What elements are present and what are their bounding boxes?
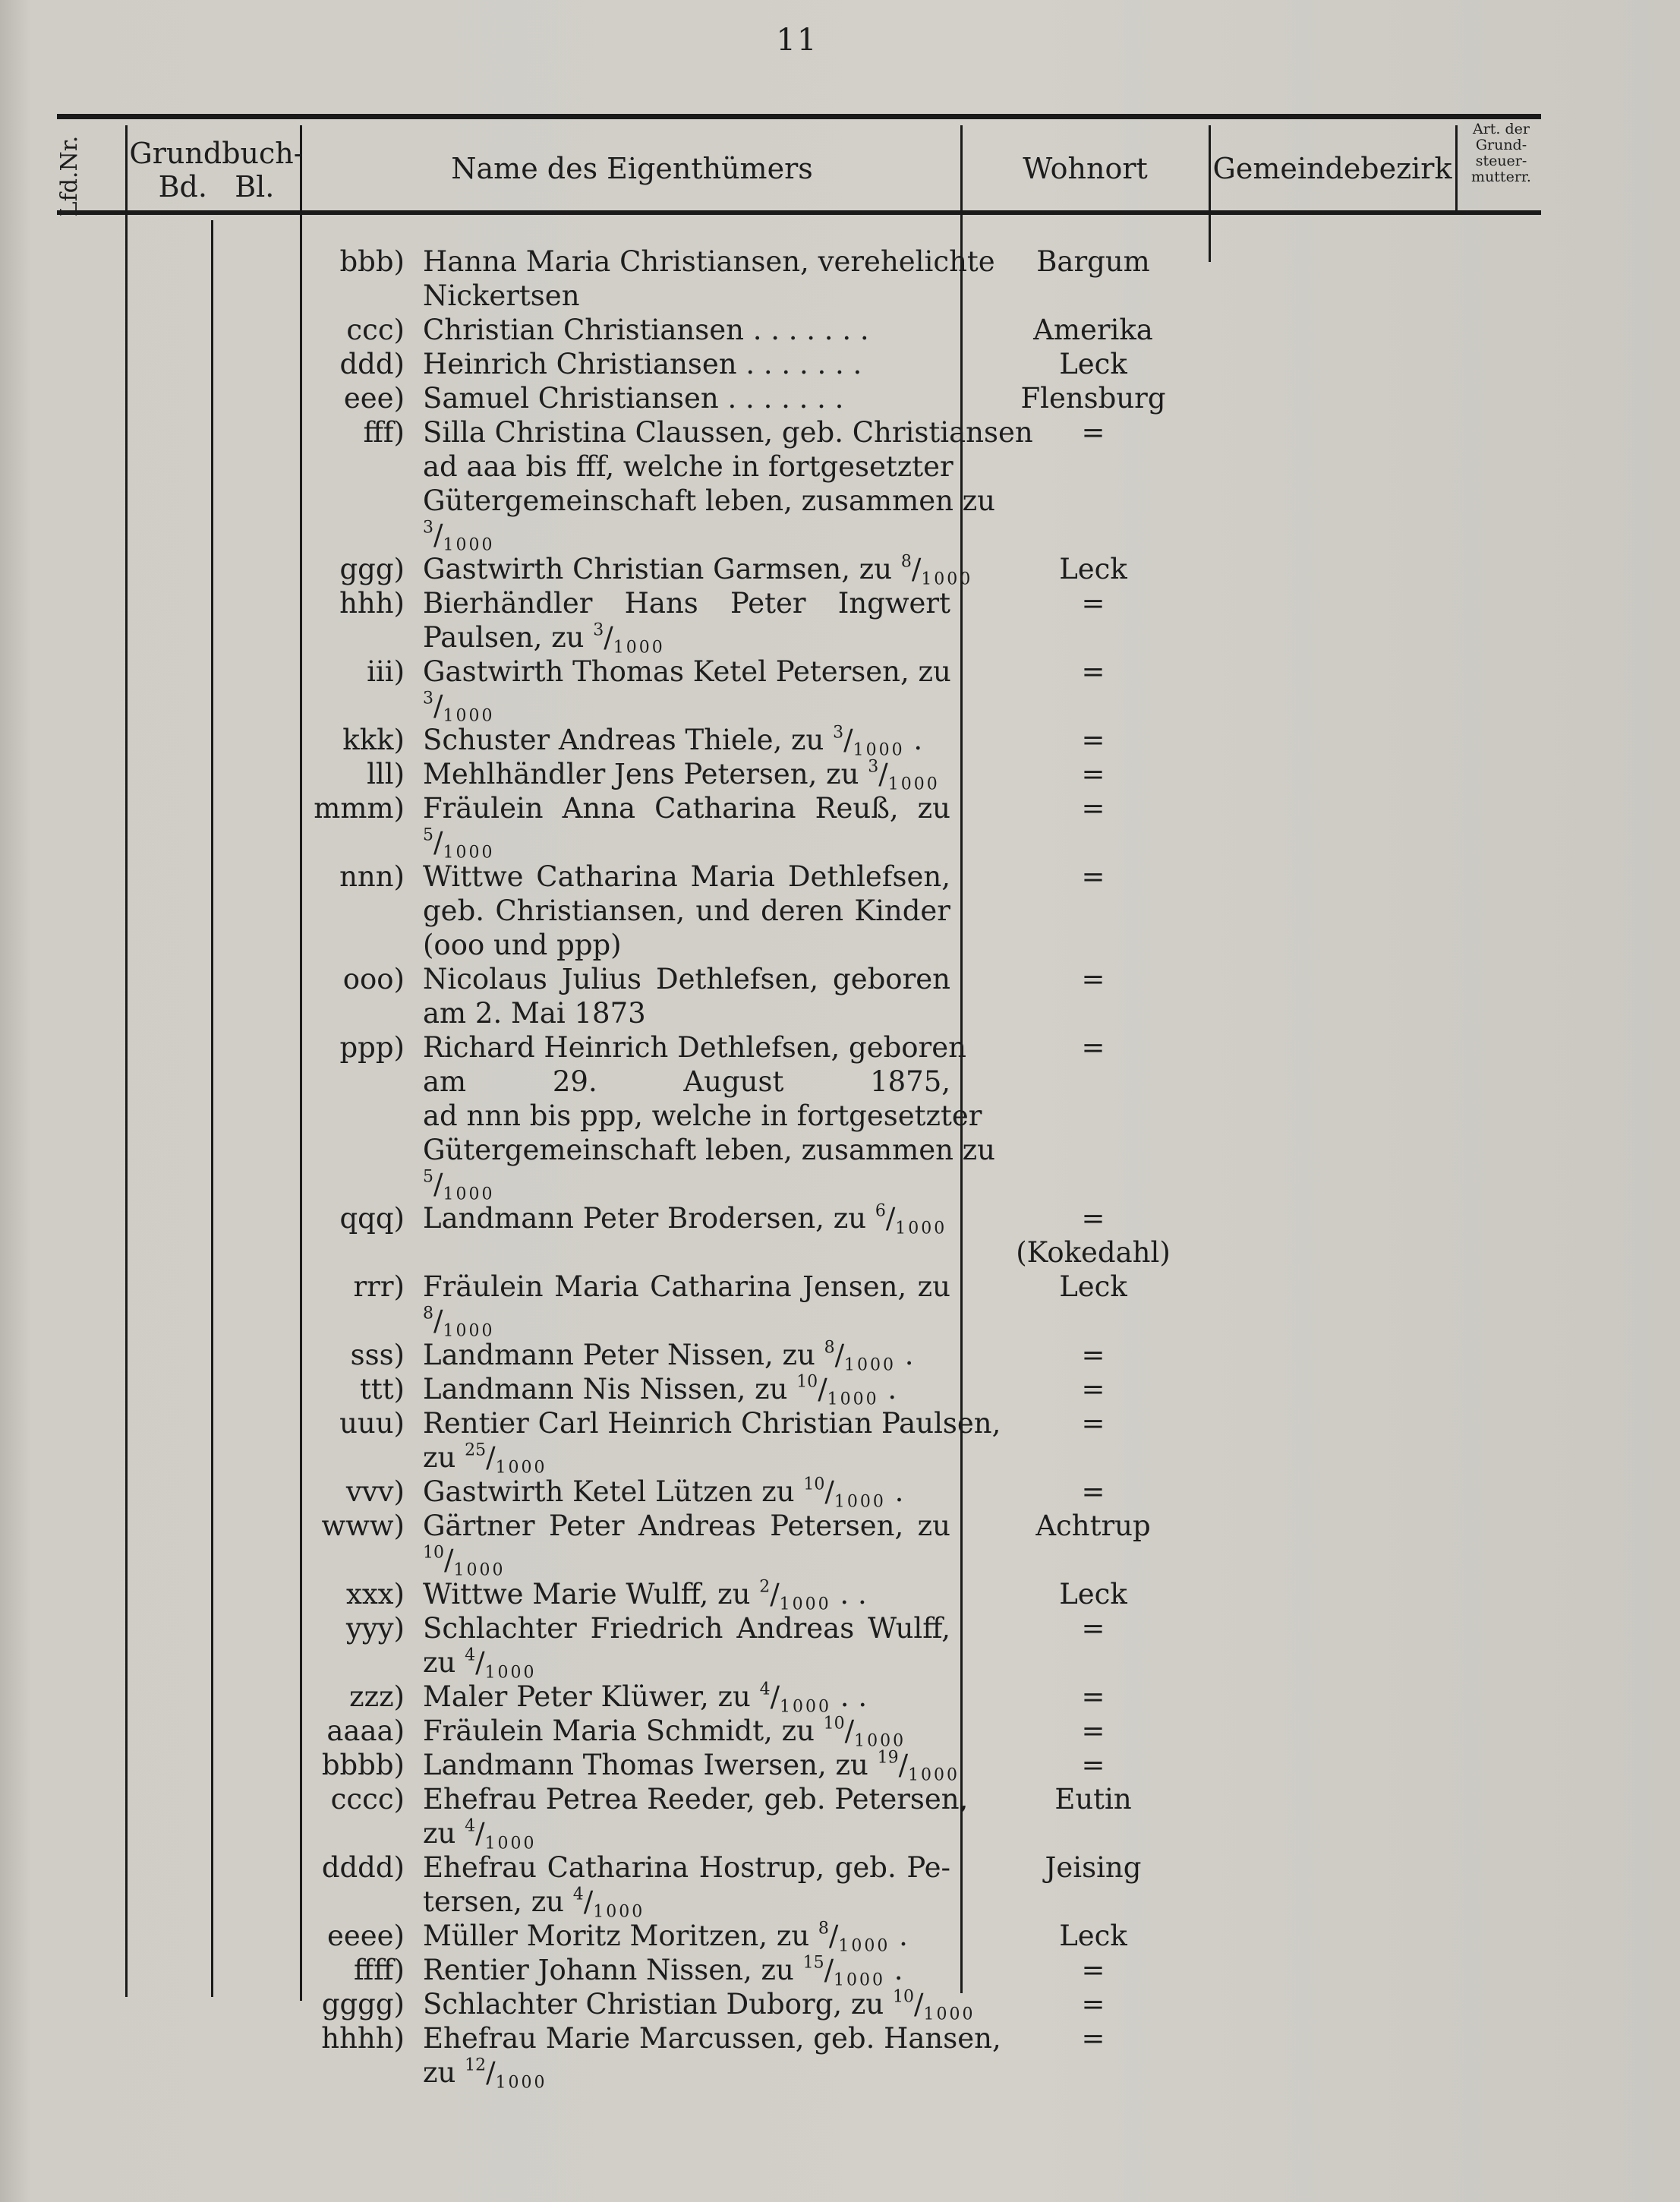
entry-name-line: Gärtner Peter Andreas Petersen, zu — [423, 1510, 950, 1542]
entry-label: nnn) — [339, 860, 405, 893]
entry-name-line: zu $^4/_{1000}$ — [423, 1645, 537, 1683]
entry-wohnort: = — [1081, 724, 1105, 756]
entry-wohnort: = — [1081, 1749, 1105, 1781]
share-fraction: $^3/_{1000}$ — [593, 620, 665, 658]
entry-share-line — [423, 1167, 950, 1204]
entry-label: aaaa) — [326, 1715, 405, 1747]
entry-name — [423, 1714, 950, 1751]
entry-label: lll) — [367, 758, 405, 790]
entry-wohnort-extra: (Kokedahl) — [1016, 1236, 1171, 1269]
entry-label: ffff) — [353, 1954, 405, 1986]
entry-label: zzz) — [349, 1680, 405, 1713]
share-fraction: $^{10}/_{1000}$ . — [796, 1372, 897, 1409]
share-fraction: $^5/_{1000}$ — [423, 825, 495, 863]
entry-name — [423, 244, 995, 313]
entry-name — [423, 1509, 950, 1580]
share-fraction: $^{12}/_{1000}$ — [465, 2055, 547, 2093]
entry-wohnort: = — [1081, 792, 1105, 825]
entry-wohnort: = — [1081, 1339, 1105, 1371]
entry-name-line: zu $^4/_{1000}$ — [423, 1816, 537, 1853]
entry-name — [423, 1372, 950, 1409]
entry-wohnort: Bargum — [1036, 245, 1150, 278]
share-fraction: $^2/_{1000}$ . . — [759, 1577, 867, 1614]
entry-name-line: tersen, zu $^4/_{1000}$ — [423, 1885, 645, 1922]
entry-name-line: Christian Christiansen . . . . . . . — [423, 314, 869, 346]
entry-wohnort: = — [1081, 758, 1105, 790]
share-fraction: $^8/_{1000}$ — [900, 552, 973, 589]
entry-name — [423, 655, 951, 726]
header-lfd-nr: Lfd.Nr. — [56, 135, 83, 217]
entry-name-line: Nickertsen — [423, 279, 580, 312]
share-fraction: $^6/_{1000}$ — [875, 1201, 947, 1238]
entry-name — [423, 962, 950, 1030]
entry-name-line: Gütergemeinschaft leben, zusammen zu — [423, 484, 996, 517]
entry-name-line: am 29. August 1875, — [423, 1065, 950, 1098]
entry-name — [423, 415, 1033, 555]
entry-name — [423, 1850, 950, 1922]
col-divider-bd — [211, 220, 213, 1997]
entry-name-line: Fräulein Maria Schmidt, zu $^{10}/_{1000}$ — [423, 1714, 906, 1751]
entry-name-line: Mehlhändler Jens Petersen, zu $^3/_{1000}$ — [423, 757, 940, 794]
page-number: 11 — [776, 23, 818, 58]
entry-wohnort: = — [1081, 1715, 1105, 1747]
col-divider-lfd — [125, 125, 128, 1997]
share-fraction: $^{10}/_{1000}$ . — [803, 1475, 904, 1512]
entry-wohnort: Leck — [1059, 1920, 1127, 1952]
entry-wohnort: Leck — [1059, 1270, 1127, 1303]
entry-name — [423, 1987, 976, 2024]
share-fraction: $^{25}/_{1000}$ — [465, 1440, 547, 1478]
entry-name-line: Gastwirth Ketel Lützen zu $^{10}/_{1000}$ . — [423, 1475, 904, 1512]
entry-label: hhhh) — [321, 2022, 405, 2055]
entry-wohnort: Leck — [1059, 553, 1127, 585]
entry-name-line: Müller Moritz Moritzen, zu $^8/_{1000}$ . — [423, 1919, 908, 1956]
share-fraction: $^3/_{1000}$ . — [833, 723, 923, 760]
entry-name — [423, 757, 950, 794]
entry-name — [423, 2021, 1001, 2093]
entry-name-line: ad nnn bis ppp, welche in fortgesetzter — [423, 1099, 982, 1132]
entry-name-line: Gastwirth Thomas Ketel Petersen, zu — [423, 655, 951, 688]
entry-name — [423, 1030, 996, 1204]
entry-label: yyy) — [345, 1612, 405, 1645]
entry-label: ddd) — [339, 348, 405, 380]
share-fraction: $^4/_{1000}$ — [465, 1816, 537, 1853]
share-fraction: $^5/_{1000}$ — [423, 1167, 495, 1204]
entry-name — [423, 552, 973, 589]
entry-wohnort: = — [1081, 1407, 1105, 1440]
entry-name-line: Schuster Andreas Thiele, zu $^3/_{1000}$ . — [423, 723, 923, 760]
entry-label: xxx) — [345, 1578, 405, 1610]
entry-name-line: am 2. Mai 1873 — [423, 997, 646, 1030]
entry-label: uuu) — [339, 1407, 405, 1440]
share-fraction: $^{19}/_{1000}$ — [877, 1748, 960, 1785]
share-fraction: $^8/_{1000}$ . — [824, 1338, 914, 1375]
entry-label: mmm) — [314, 792, 405, 825]
share-fraction: $^8/_{1000}$ . — [818, 1919, 908, 1956]
entry-name-line: Silla Christina Claussen, geb. Christiansen — [423, 416, 1033, 449]
entry-name — [423, 791, 950, 863]
entry-name-line: Paulsen, zu $^3/_{1000}$ — [423, 620, 665, 658]
share-fraction: $^3/_{1000}$ — [423, 689, 495, 726]
entry-name — [423, 1919, 950, 1956]
entry-wohnort: Leck — [1059, 348, 1127, 380]
entry-name-line: Gastwirth Christian Garmsen, zu $^8/_{1000}$ — [423, 552, 973, 589]
header-gemeindebezirk: Gemeindebezirk — [1212, 152, 1452, 185]
header-wohnort: Wohnort — [1023, 152, 1148, 185]
share-fraction: $^3/_{1000}$ — [423, 518, 495, 555]
header-bottom-rule — [57, 210, 1541, 215]
entry-name-line: Landmann Nis Nissen, zu $^{10}/_{1000}$ . — [423, 1372, 897, 1409]
entry-wohnort: Achtrup — [1035, 1510, 1151, 1542]
entry-name-line: Maler Peter Klüwer, zu $^4/_{1000}$ . . — [423, 1680, 868, 1717]
entry-label: vvv) — [345, 1475, 405, 1508]
entry-name — [423, 1475, 950, 1512]
entry-wohnort: Amerika — [1033, 314, 1153, 346]
entry-share-line — [423, 1304, 950, 1341]
entry-name-line: Ehefrau Marie Marcussen, geb. Hansen, — [423, 2022, 1001, 2055]
share-fraction: $^{10}/_{1000}$ — [423, 1543, 506, 1580]
header-grundbuch: Grundbuch- Bd. Bl. — [129, 137, 304, 203]
entry-name — [423, 723, 950, 760]
entry-wohnort: = — [1081, 587, 1105, 620]
entry-name-line: Richard Heinrich Dethlefsen, geboren — [423, 1031, 966, 1064]
entry-wohnort: Eutin — [1054, 1783, 1132, 1816]
entry-name-line: Landmann Thomas Iwersen, zu $^{19}/_{1000}$ — [423, 1748, 960, 1785]
header-name-des-eigenthuemers: Name des Eigenthümers — [451, 152, 813, 185]
entry-name-line: geb. Christiansen, und deren Kinder — [423, 894, 950, 927]
entry-name — [423, 1577, 950, 1614]
entry-name-line: Rentier Carl Heinrich Christian Paulsen, — [423, 1407, 1001, 1440]
entry-label: bbb) — [339, 245, 405, 278]
entry-label: rrr) — [353, 1270, 405, 1303]
entry-label: ppp) — [339, 1031, 405, 1064]
entry-name — [423, 1748, 960, 1785]
entry-wohnort: = — [1081, 1373, 1105, 1405]
entry-name — [423, 1201, 950, 1238]
entry-name-line: Wittwe Catharina Maria Dethlefsen, — [423, 860, 950, 893]
entry-name — [423, 1338, 950, 1375]
entry-label: qqq) — [339, 1202, 405, 1235]
entry-name — [423, 313, 950, 347]
entry-name-line: Bierhändler Hans Peter Ingwert — [423, 587, 950, 620]
entry-name-line: Schlachter Christian Duborg, zu $^{10}/_{1000}$ — [423, 1987, 976, 2024]
entry-wohnort: = — [1081, 860, 1105, 893]
entry-name — [423, 860, 950, 962]
entry-label: iii) — [367, 655, 405, 688]
header-art-der-grundsteuer: Art. der Grund- steuer- mutterr. — [1471, 121, 1531, 185]
entry-name — [423, 1611, 950, 1683]
entry-wohnort: = — [1081, 655, 1105, 688]
entry-wohnort: Jeising — [1045, 1851, 1142, 1884]
entry-label: bbbb) — [321, 1749, 405, 1781]
share-fraction: $^8/_{1000}$ — [423, 1304, 495, 1341]
entry-name-line: zu $^{25}/_{1000}$ — [423, 1440, 547, 1478]
entry-label: eee) — [343, 382, 405, 415]
entry-wohnort: = — [1081, 1031, 1105, 1064]
entry-label: ggg) — [339, 553, 405, 585]
entry-name — [423, 1406, 1001, 1478]
entry-wohnort: = — [1081, 1202, 1105, 1235]
share-fraction: $^3/_{1000}$ — [868, 757, 940, 794]
entry-wohnort: = — [1081, 2022, 1105, 2055]
entry-label: ttt) — [359, 1373, 405, 1405]
entry-label: sss) — [350, 1339, 405, 1371]
entry-name-line: Schlachter Friedrich Andreas Wulff, — [423, 1612, 950, 1645]
entry-name-line: ad aaa bis fff, welche in fortgesetzter — [423, 450, 953, 483]
entry-wohnort: = — [1081, 1988, 1105, 2021]
entry-share-line — [423, 689, 950, 726]
entry-label: www) — [321, 1510, 405, 1542]
entry-name-line: Landmann Peter Nissen, zu $^8/_{1000}$ . — [423, 1338, 914, 1375]
entry-name-line: Rentier Johann Nissen, zu $^{15}/_{1000}$ . — [423, 1953, 903, 1990]
entry-name — [423, 1680, 950, 1717]
entry-name — [423, 1953, 950, 1990]
share-fraction: $^{10}/_{1000}$ — [823, 1714, 906, 1751]
entry-name-line: (ooo und ppp) — [423, 929, 622, 961]
entry-name-line: zu $^{12}/_{1000}$ — [423, 2055, 547, 2093]
entry-label: ooo) — [342, 963, 405, 995]
entry-name-line: Wittwe Marie Wulff, zu $^2/_{1000}$ . . — [423, 1577, 867, 1614]
entry-name — [423, 347, 950, 381]
entry-label: ccc) — [346, 314, 405, 346]
share-fraction: $^{10}/_{1000}$ — [893, 1987, 976, 2024]
entry-share-line — [423, 518, 950, 555]
entry-wohnort: = — [1081, 1612, 1105, 1645]
entry-name — [423, 1782, 969, 1853]
entry-name — [423, 381, 950, 415]
top-rule — [57, 114, 1541, 119]
share-fraction: $^4/_{1000}$ — [465, 1645, 537, 1683]
entry-name-line: Samuel Christiansen . . . . . . . — [423, 382, 844, 415]
entry-wohnort: = — [1081, 1954, 1105, 1986]
entry-name-line: Gütergemeinschaft leben, zusammen zu — [423, 1134, 996, 1166]
entry-wohnort: = — [1081, 1475, 1105, 1508]
entry-share-line — [423, 825, 950, 863]
entry-name-line: Ehefrau Catharina Hostrup, geb. Pe- — [423, 1851, 950, 1884]
entry-label: eeee) — [326, 1920, 405, 1952]
entry-label: dddd) — [321, 1851, 405, 1884]
entry-label: hhh) — [339, 587, 405, 620]
entry-wohnort: Flensburg — [1020, 382, 1166, 415]
share-fraction: $^4/_{1000}$ — [572, 1885, 645, 1922]
entry-name-line: Hanna Maria Christiansen, verehelichte — [423, 245, 995, 278]
entry-label: cccc) — [330, 1783, 405, 1816]
share-fraction: $^4/_{1000}$ . . — [759, 1680, 868, 1717]
entry-name — [423, 1270, 950, 1341]
entry-name-line: Ehefrau Petrea Reeder, geb. Petersen, — [423, 1783, 969, 1816]
entry-wohnort: = — [1081, 963, 1105, 995]
entry-name — [423, 586, 950, 658]
entry-name-line: Fräulein Maria Catharina Jensen, zu — [423, 1270, 950, 1303]
entry-name-line: Nicolaus Julius Dethlefsen, geboren — [423, 963, 950, 995]
entry-share-line — [423, 1543, 950, 1580]
entry-label: fff) — [363, 416, 405, 449]
entry-name-line: Fräulein Anna Catharina Reuß, zu — [423, 792, 950, 825]
col-divider-grundbuch — [300, 125, 302, 2001]
entry-wohnort: = — [1081, 416, 1105, 449]
entry-wohnort: = — [1081, 1680, 1105, 1713]
entry-name-line: Heinrich Christiansen . . . . . . . — [423, 348, 862, 380]
entry-name-line: Landmann Peter Brodersen, zu $^6/_{1000}$ — [423, 1201, 947, 1238]
share-fraction: $^{15}/_{1000}$ . — [802, 1953, 903, 1990]
entry-label: kkk) — [342, 724, 405, 756]
entry-wohnort: Leck — [1059, 1578, 1127, 1610]
entry-label: gggg) — [321, 1988, 405, 2021]
